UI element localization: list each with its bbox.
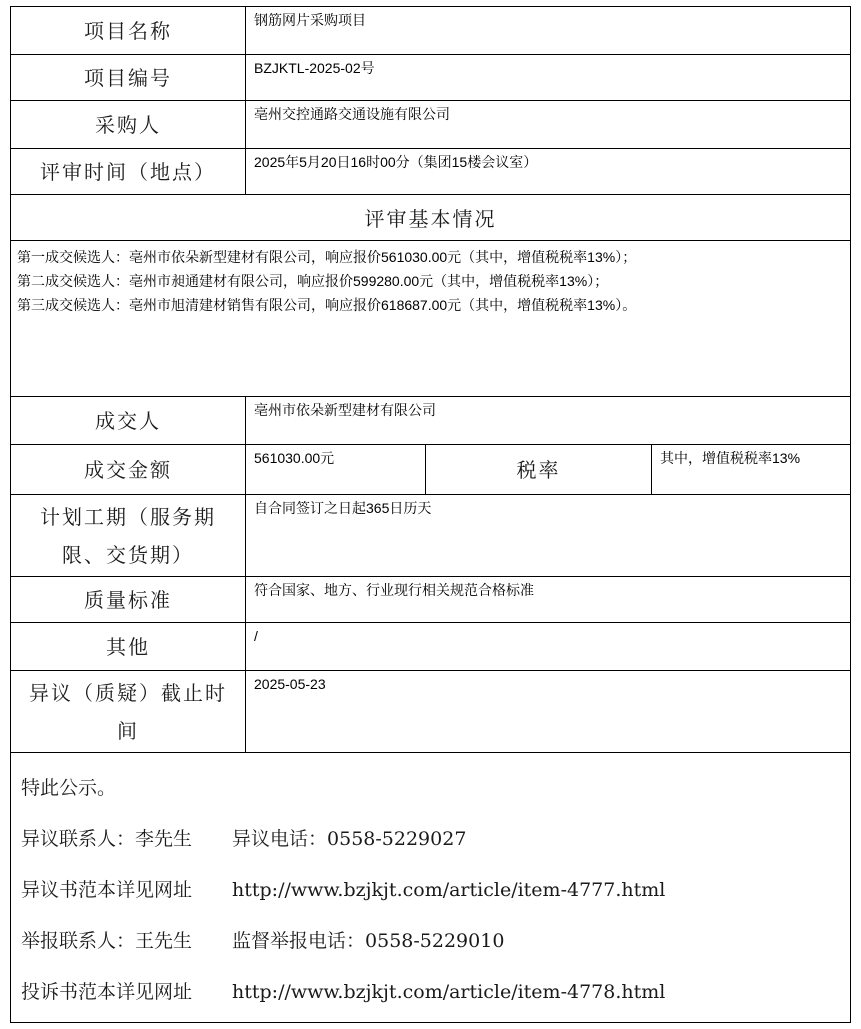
winner-label: 成交人 (11, 397, 246, 445)
row-quality (11, 577, 851, 623)
complaint-template-label: 投诉书范本详见网址 (21, 981, 193, 1003)
tax-label: 税率 (426, 445, 652, 495)
objection-deadline-value: 2025-05-23 (246, 671, 851, 753)
objection-contact-line (21, 814, 840, 865)
report-contact-line (21, 916, 840, 967)
amount-value: 561030.00元 (246, 445, 426, 495)
amount-label: 成交金额 (11, 445, 246, 495)
result-table (10, 6, 851, 1023)
row-section-title (11, 195, 851, 241)
project-no-label: 项目编号 (11, 55, 246, 101)
announcement-document (10, 6, 850, 1023)
objection-deadline-label: 异议（质疑）截止时间 (11, 671, 246, 753)
quality-label: 质量标准 (11, 577, 246, 623)
project-name-label: 项目名称 (11, 7, 246, 55)
candidate-3: 第三成交候选人：亳州市旭清建材销售有限公司，响应报价618687.00元（其中，增值税税率13%）。 (17, 297, 637, 313)
project-name-value: 钢筋网片采购项目 (246, 7, 851, 55)
row-project-no (11, 55, 851, 101)
row-other (11, 623, 851, 671)
row-notice (11, 753, 851, 1023)
complaint-template-link[interactable]: http://www.bzjkjt.com/article/item-4778.html (232, 981, 666, 1003)
notice-intro: 特此公示。 (21, 777, 117, 799)
row-project-name (11, 7, 851, 55)
row-review-time (11, 149, 851, 195)
review-time-label: 评审时间（地点） (11, 149, 246, 195)
tax-value: 其中，增值税税率13% (652, 445, 851, 495)
notice-cell (11, 753, 851, 1023)
candidates-cell (11, 241, 851, 397)
project-no-value: BZJKTL-2025-02号 (246, 55, 851, 101)
candidate-1: 第一成交候选人：亳州市依朵新型建材有限公司，响应报价561030.00元（其中，增值税税率13%）； (17, 249, 637, 265)
objection-template-link[interactable]: http://www.bzjkjt.com/article/item-4777.html (232, 879, 666, 901)
objection-contact: 异议联系人：李先生 (21, 828, 193, 850)
section-title: 评审基本情况 (11, 195, 851, 241)
row-winner (11, 397, 851, 445)
other-value: / (246, 623, 851, 671)
report-phone: 监督举报电话：0558-5229010 (232, 930, 505, 952)
review-time-value: 2025年5月20日16时00分（集团15楼会议室） (246, 149, 851, 195)
report-contact: 举报联系人：王先生 (21, 930, 193, 952)
row-purchaser (11, 101, 851, 149)
row-amount (11, 445, 851, 495)
complaint-template-line (21, 967, 840, 1018)
period-label: 计划工期（服务期限、交货期） (11, 495, 246, 577)
purchaser-label: 采购人 (11, 101, 246, 149)
winner-value: 亳州市依朵新型建材有限公司 (246, 397, 851, 445)
row-period (11, 495, 851, 577)
objection-template-line (21, 865, 840, 916)
purchaser-value: 亳州交控通路交通设施有限公司 (246, 101, 851, 149)
quality-value: 符合国家、地方、行业现行相关规范合格标准 (246, 577, 851, 623)
candidate-2: 第二成交候选人：亳州市昶通建材有限公司，响应报价599280.00元（其中，增值税税率13%）； (17, 273, 609, 289)
objection-template-label: 异议书范本详见网址 (21, 879, 193, 901)
row-candidates (11, 241, 851, 397)
other-label: 其他 (11, 623, 246, 671)
objection-phone: 异议电话：0558-5229027 (232, 828, 467, 850)
row-objection-deadline (11, 671, 851, 753)
period-value: 自合同签订之日起365日历天 (246, 495, 851, 577)
